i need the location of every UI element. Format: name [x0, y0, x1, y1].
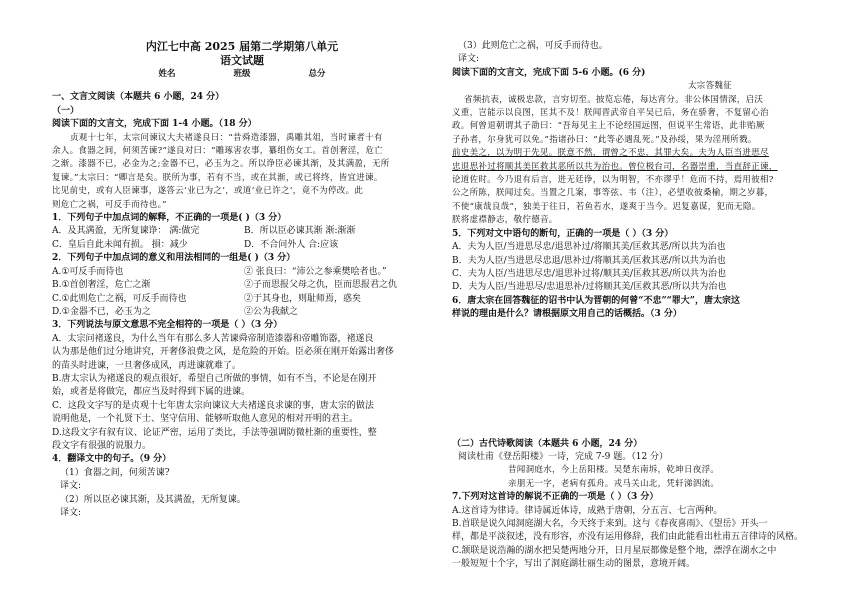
passage-line: 比见前史，或有人臣谏事，遂答云‘业已为之’，或道‘业已许之’，竟不为停改。此	[52, 186, 364, 197]
q4-sub-2: （2）所以臣必谏其渐，及其满盈，无所复谏。	[60, 494, 246, 505]
q4-sub-1: （1）食器之间，何须苦谏?	[60, 467, 170, 478]
passage-line: 公之所陈，朕闻过矣。当置之几案，事等弦、韦（注），必望收彼桑榆，期之岁暮，	[452, 188, 774, 199]
section-heading: （二）古代诗歌阅读（本题共 6 小题，24 分）	[452, 438, 643, 449]
passage-line: 余人。食器之间，何须苦谏?”遂良对曰：“雕琢害农事，纂组伤女工。首创奢淫，危亡	[52, 146, 383, 157]
passage-title: 太宗答魏征	[688, 81, 733, 92]
translation-label[interactable]: 译文:	[60, 508, 82, 518]
passage-line: 贞观十七年，太宗问谏议大夫褚遂良曰：“昔舜造漆器，禹雕其俎，当时谏者十有	[70, 132, 383, 143]
question-7: 7.下列对这首诗的解说不正确的一项是（ ）（3 分）	[452, 492, 659, 503]
option-text[interactable]: D.这段文字有叙有议、论证严密，运用了类比，手法等强调防微杜渐的重要性，整	[52, 427, 377, 438]
instruction: 阅读下面的文言文，完成下面 5-6 小题。(6 分)	[452, 67, 646, 78]
option-text: 样，都是平淡叙述，没有形容，亦没有运用修辞，我们由此能看出杜甫五言律诗的风格。	[452, 532, 804, 543]
option[interactable]: A．夫为人臣/当进思尽忠/退思补过/将顺其美/匡救其恶/所以共为治也	[452, 242, 726, 253]
exam-title: 内江七中高 2025 届第二学期第八单元	[145, 40, 339, 53]
poem-line: 昔闻洞庭水，今上岳阳楼。吴楚东南坼，乾坤日夜浮。	[508, 465, 720, 476]
question-3: 3．下列说法与原文意思不完全相符的一项是（ ）（3 分）	[52, 320, 283, 331]
translation-label[interactable]: 译文:	[458, 54, 480, 65]
passage-line: 不使“康哉良哉”，独美于往日，若鱼若水，遂爽于当今。迟复嘉谋，犯而无隐。	[452, 201, 761, 212]
option[interactable]: B．夫为人臣/当进思尽忠退/思补过/将顺其美/匡救其恶/所以共为治也	[452, 255, 726, 266]
student-header	[52, 68, 432, 81]
option-text: 一般短短十个字，写出了洞庭湖壮丽生动的图景，意境开阔。	[452, 559, 696, 570]
option[interactable]: D．不合问外人 合:应该	[244, 239, 339, 250]
passage-line: 之渐。漆器不已，必金为之;金器不已，必玉为之。所以诤臣必谏其渐，及其满盈，无所	[52, 159, 390, 170]
q5-options	[452, 241, 836, 295]
passage-line: 义重，岂能示以良图，匡其不及！朕闻晋武帝自平吴已后，务在骄奢，不复留心治	[452, 108, 769, 119]
passage-line: 论道佐时。今乃退有后言，进无廷诤，以为明智，不亦谬乎！危而不持，焉用彼相?	[452, 175, 774, 186]
instruction: 阅读下面的文言文，完成下面 1-4 小题。（18 分）	[52, 119, 257, 130]
q4-sub-3: （3）此则危亡之祸，可反手而待也。	[458, 41, 608, 51]
option[interactable]: B.①首创奢淫，危亡之渐	[52, 280, 151, 291]
question-4: 4．翻译文中的句子。（9 分）	[52, 454, 172, 465]
option[interactable]: D.①金器不已，必玉为之	[52, 306, 151, 317]
option-text[interactable]: A.这首诗为律诗。律诗属近体诗，成熟于唐朝，分五言、七言两种。	[452, 505, 723, 516]
option-text: 认为那是他们过分地讲究，开奢侈浪费之风，是危险的开始。臣必须在刚开始露出奢侈	[52, 347, 395, 358]
option-pair: ②于其身也，则耻师焉，惑矣	[244, 293, 362, 304]
q7-options	[452, 505, 836, 572]
option[interactable]: B．所以臣必谏其渐 渐:渐渐	[244, 226, 356, 237]
q2-options	[52, 266, 432, 320]
option-pair: ② 张良曰：“沛公之参乘樊哙者也。”	[244, 266, 387, 277]
option-text: 的苗头时进谏，一旦奢侈成风，再进谏就难了。	[52, 360, 242, 371]
question-1: 1．下列句子中加点词的解释，不正确的一项是( )（3 分）	[52, 213, 287, 224]
option-pair: ②公为我献之	[244, 306, 299, 317]
passage	[52, 132, 432, 212]
part-heading: （一）	[52, 105, 80, 116]
option-text: 段文字有很强的说服力。	[52, 440, 152, 451]
passage-2	[452, 94, 836, 228]
question-2: 2．下列句子中加点词的意义和用法相同的一组是( )（3 分）	[52, 253, 296, 264]
score-field[interactable]: 总分	[308, 69, 326, 79]
option-text[interactable]: A．太宗问褚遂良，为什么当年有那么多人苦谏舜帝制造漆器和帝雕饰器，褚遂良	[52, 333, 374, 344]
passage-line: 子孙者，尔身犹可以免。”指诸孙曰：“此等必遇乱死。”及孙绥，果为淫刑所戮。	[452, 134, 757, 145]
instruction: 阅读杜甫《登岳阳楼》一诗，完成 7-9 题。（12 分）	[458, 451, 669, 462]
class-field[interactable]: 班级	[233, 69, 251, 79]
q3-options	[52, 333, 432, 454]
question-6: 6．唐太宗在回答魏征的诏书中认为晋朝的何曾“不忠”“罪大”，唐太宗这	[452, 295, 740, 306]
passage-line: 朕将虚襟静志，敬佇德音。	[452, 215, 558, 226]
option-text[interactable]: B.首联是说久闻洞庭湖大名，今天终于来到。这与《春夜喜雨》、《望岳》开头一	[452, 518, 768, 529]
exam-subtitle: 语文试题	[220, 54, 264, 67]
passage-line: 复谏。”太宗曰：“卿言是矣。朕所为事，若有不当，或在其渐，或已将终，皆宜进谏。	[52, 172, 383, 183]
passage-line: 政。何曾退朝谓其子劭曰：“吾每见主上不论经国远图，但说平生常语，此非贻厥	[452, 121, 765, 132]
left-column	[52, 0, 432, 520]
option-text: 说明他是，一个礼贤下士、坚守信用、能够听取他人意见的相对开明的君主。	[52, 414, 359, 425]
passage-line: 省频抗表，诚极忠款，言穷切至。披览忘倦，每达宵分。非公体国情深，启沃	[464, 94, 764, 105]
question-6-cont: 样说的理由是什么？请根据原文用自己的话概括。（3 分）	[452, 309, 682, 320]
passage-line: 则危亡之祸，可反手而待也。”	[52, 199, 167, 210]
option[interactable]: C.①此则危亡之祸，可反手而待也	[52, 293, 187, 304]
right-column	[452, 0, 836, 572]
option[interactable]: A.①可反手而待也	[52, 266, 124, 277]
poem-line: 亲朋无一字，老病有孤舟。戎马关山北，凭轩涕泗流。	[508, 478, 720, 489]
name-field[interactable]: 姓名	[158, 69, 176, 79]
passage-line: 忠退思补过将顺其美匡救其恶所以共为治也。曾位极台司，名器崇重，当直辞正谏，	[452, 161, 778, 172]
option[interactable]: C．夫为人臣/当进思尽忠/退思补过将/顺其美/匡救其恶/所以共为治也	[452, 268, 727, 279]
option-text[interactable]: C.颔联是说浩瀚的湖水把吴楚两地分开，日月星辰都像是整个地，漂浮在湖水之中	[452, 545, 777, 556]
option-text[interactable]: C．这段文字写的是贞观十七年唐太宗向谏议大夫褚遂良求谏的事，唐太宗的做法	[52, 400, 374, 411]
option-pair: ②子而思报父母之仇，臣而思报君之仇	[244, 280, 398, 291]
option[interactable]: A．及其满盈，无所复谏诤： 满:做完	[52, 226, 200, 237]
question-5: 5．下列对文中语句的断句，正确的一项是（ ）（3 分）	[452, 228, 674, 239]
option[interactable]: D．夫为人臣/当进思尽/忠退思补/过将顺其美/匡救其恶/所以共为治也	[452, 282, 727, 293]
answer-area[interactable]	[452, 322, 836, 438]
option-text: 始，或者是将做完，都应当及时得到下属的进谏。	[52, 387, 251, 398]
option-text[interactable]: B.唐太宗认为褚遂良的观点很好，希望自己所做的事情，如有不当，不论是在刚开	[52, 373, 377, 384]
translation-label[interactable]: 译文:	[60, 481, 82, 492]
passage-line: 前史美之，以为明于先见。朕意不然，谓曾之不忠，其罪大矣。夫为人臣当进思尽	[452, 148, 769, 159]
q1-options	[52, 225, 432, 252]
section-heading: 一、文言文阅读（本题共 6 小题，24 分）	[52, 92, 225, 103]
option[interactable]: C．皇后自此未闻有损。 損：减少	[52, 239, 188, 250]
